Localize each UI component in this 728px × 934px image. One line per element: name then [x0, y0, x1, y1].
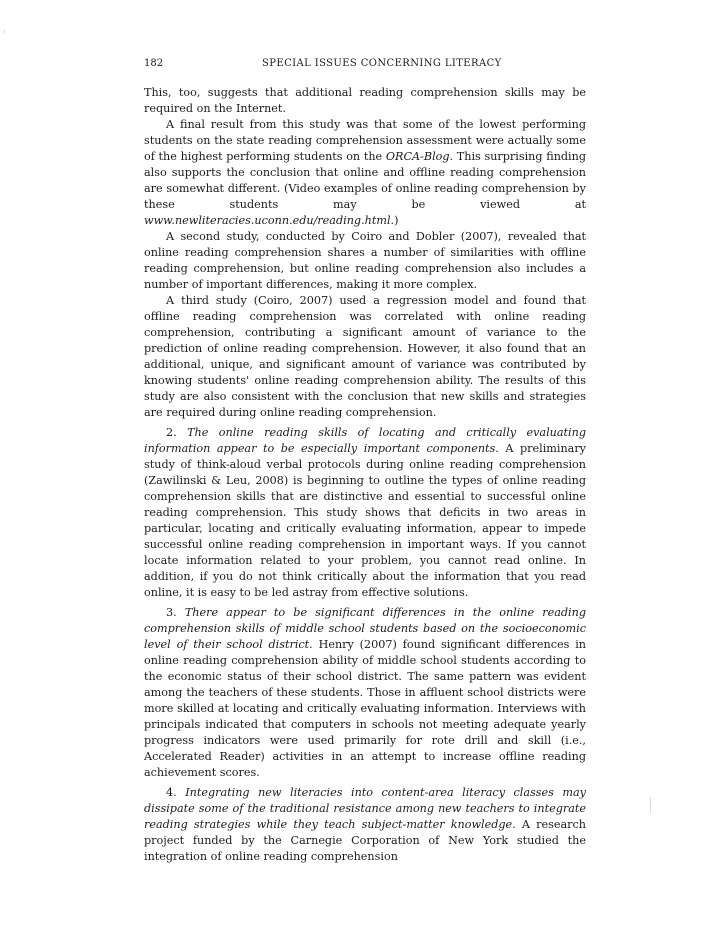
paragraph-third-study: A third study (Coiro, 2007) used a regression model and found that offline reading comprehension was correlated with online reading comprehension, contributing a significant amount of variance to the prediction of online reading comprehension. However, it also found that an additional, unique, and significant amount of variance was contributed by knowing students' online reading comprehension ability. The results of this study are also consistent with the conclusion that new skills and strategies are required during online reading comprehension. — [144, 294, 586, 419]
paragraph-text: This surprising finding also supports the conclusion that online and offline reading comprehension are somewhat different. (Video examples of online reading comprehension by these students may be viewed at — [144, 150, 587, 211]
paragraph-final-result — [144, 117, 586, 229]
point-number: 4. — [166, 786, 177, 799]
point-number: 3. — [166, 606, 177, 619]
point-heading: The online reading skills of locating and critically evaluating information appear to be especially important components. — [144, 426, 587, 455]
point-heading: Integrating new literacies into content-area literacy classes may dissipate some of the traditional resistance among new teachers to integrate reading strategies while they teach subject-matter knowledge. — [144, 786, 586, 831]
running-head — [144, 56, 586, 72]
point-number: 2. — [166, 426, 177, 439]
paragraph-second-study: A second study, conducted by Coiro and Dobler (2007), revealed that online reading comprehension shares a number of similarities with offline reading comprehension, but online reading comprehension also includes a number of important differences, making it more complex. — [144, 230, 586, 291]
point-text: A research project funded by the Carnegie Corporation of New York studied the integration of online reading comprehension — [144, 818, 586, 863]
point-text: A preliminary study of think-aloud verbal protocols during online reading comprehension (Zawilinski & Leu, 2008) is beginning to outline the types of online reading comprehension skills that are distinctive and essential to successful online reading comprehension. This study shows that deficits in two areas in particular, locating and critically evaluating information, appear to impede successful online reading comprehension in important ways. If you cannot locate information related to your problem, you cannot read online. In addition, if you do not think critically about the information that you read online, it is easy to be led astray from effective solutions. — [144, 442, 587, 599]
point-text: Henry (2007) found significant differences in online reading comprehension ability of middle school students according to the economic status of their school district. The same pattern was evident among the teachers of these students. Those in affluent school districts were more skilled at locating and critically evaluating information. Interviews with principals indicated that computers in schools not meeting adequate yearly progress indicators were used primarily for rote drill and skill (i.e., Accelerated Reader) activities in an attempt to increase offline reading achievement scores. — [144, 638, 586, 779]
numbered-point-4 — [144, 785, 586, 865]
paragraph-continued: This, too, suggests that additional reading comprehension skills may be required on the Internet. — [144, 86, 586, 115]
body-text — [144, 85, 586, 865]
point-heading: There appear to be significant differences in the online reading comprehension skills of middle school students based on the socioeconomic level of their school district. — [144, 606, 586, 651]
blog-name: ORCA-Blog. — [385, 150, 454, 163]
page-number: 182 — [144, 58, 164, 69]
scan-edge-mark — [650, 797, 651, 813]
numbered-point-3 — [144, 605, 586, 781]
numbered-point-2 — [144, 425, 586, 601]
running-title: SPECIAL ISSUES CONCERNING LITERACY — [262, 58, 502, 69]
paragraph-text: ) — [394, 214, 399, 227]
scan-edge-mark — [4, 30, 5, 33]
video-url: www.newliteracies.uconn.edu/reading.html. — [144, 214, 395, 227]
paragraph-text: A final result from this study was that some of the lowest performing students on the state reading comprehension assessment were actually some of the highest performing students on the — [144, 118, 586, 163]
